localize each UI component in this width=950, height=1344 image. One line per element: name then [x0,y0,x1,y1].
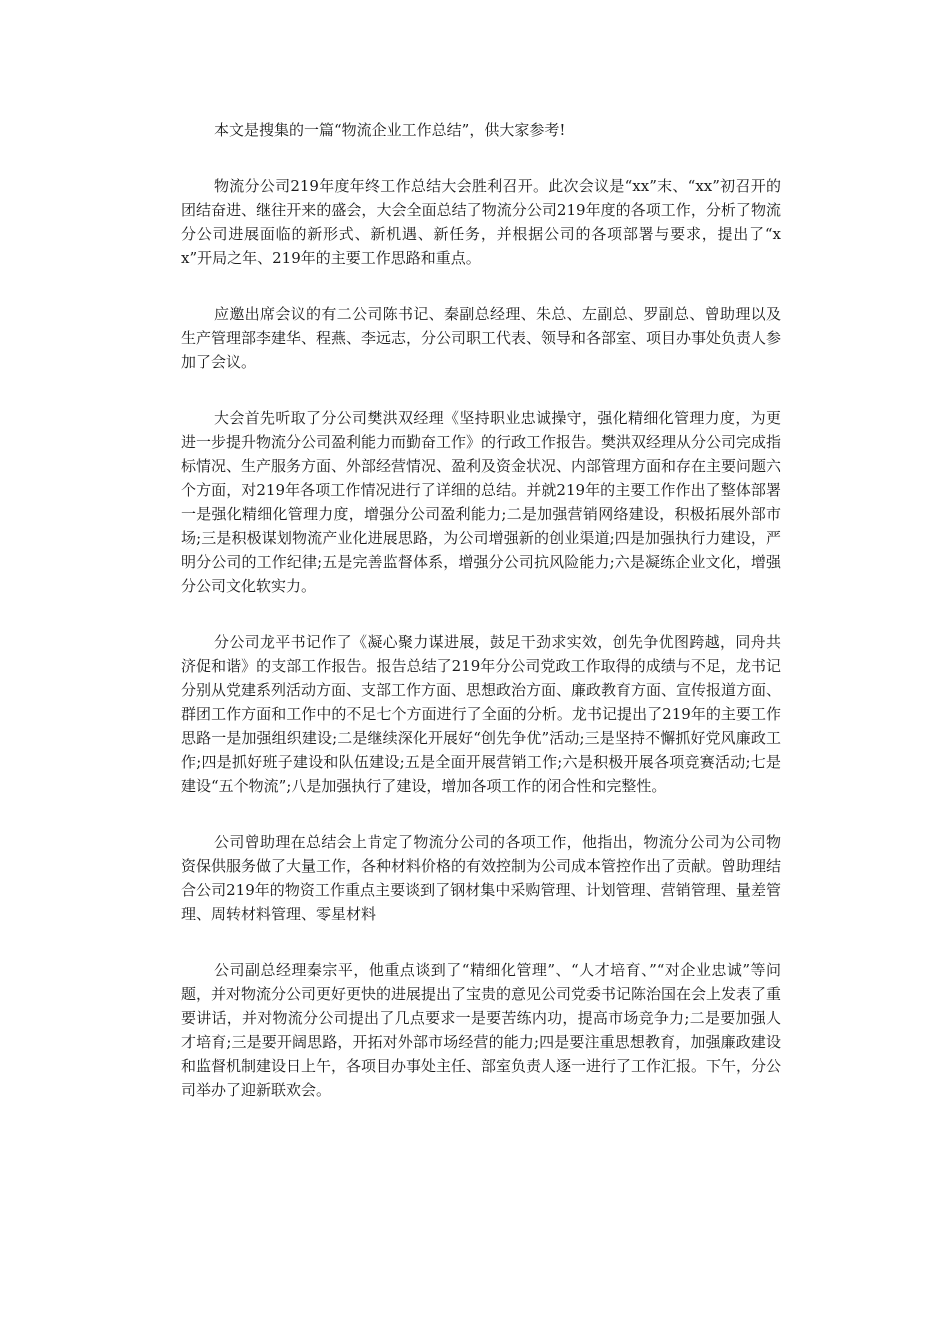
administrative-report-paragraph: 大会首先听取了分公司樊洪双经理《坚持职业忠诚操守，强化精细化管理力度，为更进一步提升物流分公司盈利能力而勤奋工作》的行政工作报告。樊洪双经理从分公司完成指标情况、生产服务方面、外部经营情况、盈利及资金状况、内部管理方面和存在主要问题六个方面，对219年各项工作情况进行了详细的总结。并就219年的主要工作作出了整体部署一是强化精细化管理力度，增强分公司盈利能力;二是加强营销网络建设，积极拓展外部市场;三是积极谋划物流产业化进展思路，为公司增强新的创业渠道;四是加强执行力建设，严明分公司的工作纪律;五是完善监督体系，增强分公司抗风险能力;六是凝练企业文化，增强分公司文化软实力。 [181,409,782,595]
intro-paragraph: 本文是搜集的一篇“物流企业工作总结”，供大家参考! [214,121,566,139]
deputy-manager-remarks-paragraph: 公司副总经理秦宗平，他重点谈到了“精细化管理”、“人才培育、”“对企业忠诚”等问题，并对物流分公司更好更快的进展提出了宝贵的意见公司党委书记陈治国在会上发表了重要讲话，并对物流分公司提出了几点要求一是要苦练内功，提高市场竞争力;二是要加强人才培育;三是要开阔思路，开拓对外部市场经营的能力;四是要注重思想教育，加强廉政建设和监督机制建设日上午，各项目办事处主任、部室负责人逐一进行了工作汇报。下午，分公司举办了迎新联欢会。 [181,961,782,1099]
assistant-remarks-paragraph: 公司曾助理在总结会上肯定了物流分公司的各项工作，他指出，物流分公司为公司物资保供服务做了大量工作，各种材料价格的有效控制为公司成本管控作出了贡献。曾助理结合公司219年的物资工作重点主要谈到了钢材集中采购管理、计划管理、营销管理、量差管理、周转材料管理、零星材料 [181,833,782,923]
branch-report-paragraph: 分公司龙平书记作了《凝心聚力谋进展，鼓足干劲求实效，创先争优图跨越，同舟共济促和谐》的支部工作报告。报告总结了219年分公司党政工作取得的成绩与不足，龙书记分别从党建系列活动方面、支部工作方面、思想政治方面、廉政教育方面、宣传报道方面、群团工作方面和工作中的不足七个方面进行了全面的分析。龙书记提出了219年的主要工作思路一是加强组织建设;二是继续深化开展好“创先争优”活动;三是坚持不懈抓好党风廉政工作;四是抓好班子建设和队伍建设;五是全面开展营销工作;六是积极开展各项竞赛活动;七是建设“五个物流”;八是加强执行了建设，增加各项工作的闭合性和完整性。 [181,633,782,795]
document-body [181,118,781,1102]
attendees-paragraph: 应邀出席会议的有二公司陈书记、秦副总经理、朱总、左副总、罗副总、曾助理以及生产管理部李建华、程燕、李远志，分公司职工代表、领导和各部室、项目办事处负责人参加了会议。 [181,305,782,371]
meeting-summary-paragraph: 物流分公司219年度年终工作总结大会胜利召开。此次会议是“xx”末、“xx”初召开的团结奋进、继往开来的盛会，大会全面总结了物流分公司219年度的各项工作，分析了物流分公司进展面临的新形式、新机遇、新任务，并根据公司的各项部署与要求，提出了“xx”开局之年、219年的主要工作思路和重点。 [181,177,781,267]
